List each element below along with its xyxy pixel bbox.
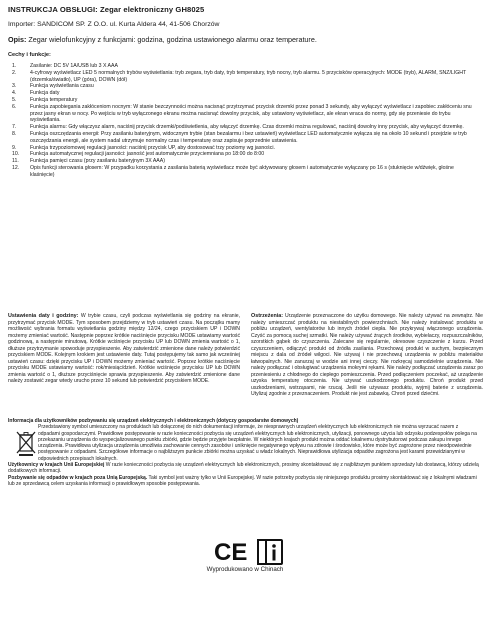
description-text: Zegar wielofunkcyjny z funkcjami: godzina, godzina ustawionego alarmu oraz temperature.: [28, 35, 317, 44]
made-in-text: Wyprodukowano w Chinach: [206, 566, 284, 573]
weee-other-text: Taki symbol jest ważny tylko w Unii Europejskej. W razie potrzeby pozbycia się niniejszego produktu prosimy skontaktować się z lokalnymi władzami lub ze sprzedawcą celem uzyskania informacji o prawidłowym sposobie postępowania.: [8, 474, 477, 487]
feature-number: 4.: [12, 90, 17, 97]
feature-text: Funkcja zapobiegania zakłóceniom nocnym: W stanie bezczynności można nacisnąć przytrzymać przycisk drzemki przez ponad 3 sekundy, aby wyłączyć wyświetlacz i zapobiec zakłóceniu snu przez jasny ekran w nocy. Po wejściu w tryb wyłączonego ekranu można nacisnąć dowolny przycisk, aby ustawiony wyświetlacz, ale ekran wraca do normy, gdy się przeniesie do trybu wyświetlania.: [30, 103, 472, 124]
feature-text: Funkcja wyświetlania czasu: [30, 83, 94, 90]
feature-item: [8, 124, 478, 131]
feature-number: 9.: [12, 144, 17, 151]
feature-text: Opis funkcji sterowania głosem: W przypadku korzystania z zasilania baterią wyświetlacz może być aktywowany głosem i automatycznie wyłączany po 16 s (stuknięcie w/dźwięk, głośne klaśnięcie): [30, 164, 454, 178]
weee-other-heading: Pozbywanie się odpadów w krajach poza Unią Europejską.: [8, 474, 148, 481]
manual-info-icon: [258, 540, 282, 564]
features-list: [8, 63, 478, 179]
feature-item: [8, 70, 478, 84]
feature-text: Funkcja automatycznej regulacji jasności: jasność jest automatycznie przyciemniana po 18:00 do 8:00: [30, 151, 265, 158]
feature-item: [8, 145, 478, 152]
feature-text: Funkcja oszczędzania energii: Przy zasilaniu bateryjnym, widocznym trybie (stan bezalarmu i bez ustawień) wyświetlacz LED automatycznie wyłącza się na około 10 sekund i przejdzie w tryb oszczędzania energii, ale system nadal utrzymuje normalny czas i temperaturę oraz zapisuje poprzednie ustawienia.: [30, 130, 467, 144]
crossed-bin-icon: [16, 430, 36, 456]
certification-marks: [212, 538, 288, 566]
feature-number: 2.: [12, 69, 17, 76]
weee-line: Przedstawiony symbol umieszczony na produktach lub dołączonej do nich dokumentacji informuje, że niesprawnych urządzeń elektrycznych lub elektronicznych nie można wyrzucać razem z odpadami gospodarczymi. Prawidłowe postępowanie w razie konieczności pozbycia się urządzeń elektrycznych lub elektronicznych, utylizacji, ponownego użycia lub odzysku podzespołów polega na przekazaniu urządzenia do wyspecjalizowanego punktu zbiórki, gdzie będzie przyjęte bezpłatnie. W niektórych krajach produkt można oddać lokalnemu dystrybutorowi podczas zakupu innego urządzenia. Prawidłowa utylizacja urządzenia umożliwia zachowanie cennych zasobów i uniknięcie negatywnego wpływu na zdrowie i środowisko, które może być zagrożone przez nieodpowiednie postępowanie z odpadami. Szczegółowe informacje o najbliższym punkcie zbiórki można uzyskać u władz lokalnych. Nieprawidłowa utylizacja odpadów zagrożona jest karami przewidzianymi w odpowiednich przepisach lokalnych.: [38, 424, 477, 462]
feature-text: Zasilanie: DC 5V 1A/USB lub 3 X AAA: [30, 63, 118, 69]
weee-eu-heading: Użytkownicy w krajach Unii Europejskiej: [8, 462, 105, 469]
weee-other: [8, 475, 480, 488]
feature-number: 8.: [12, 130, 17, 137]
feature-text: Funkcja trzypoziomowej regulacji jasności: naciśnij przycisk UP, aby dostosować trzy poziomy wg jasności.: [30, 144, 275, 151]
feature-item: [8, 151, 478, 158]
feature-text: Funkcja pamięci czasu (przy zasilaniu bateryjnym 3X AAA): [30, 158, 165, 165]
weee-eu-text: W razie konieczności pozbycia się urządzeń elektrycznych lub elektronicznych, prosimy skontaktować się z najbliższym punktem sprzedaży lub dostawcą, którzy udzielą dodatkowych informacji.: [8, 462, 479, 475]
features-heading: Cechy i funkcje:: [8, 52, 51, 58]
ce-mark-icon: CE: [214, 539, 248, 566]
importer-line: Importer: SANDICOM SP. Z O.O. ul. Kurta Aldera 44, 41-506 Chorzów: [8, 21, 220, 28]
weee-section: [8, 418, 480, 487]
feature-text: Funkcja temperatury: [30, 96, 78, 103]
warnings-heading: Ostrzeżenia:: [251, 313, 284, 319]
feature-number: 7.: [12, 124, 17, 131]
feature-item: [8, 165, 478, 179]
weee-intro: [8, 418, 480, 462]
warnings-section: [251, 313, 483, 398]
feature-number: 1.: [12, 63, 17, 69]
feature-item: [8, 83, 478, 90]
feature-item: [8, 90, 478, 97]
feature-number: 3.: [12, 83, 17, 90]
document-title: INSTRUKCJA OBSŁUGI: Zegar elektroniczny GH8025: [8, 5, 205, 14]
weee-heading: Informacja dla użytkowników pozbywaniu się urządzeń elektrycznych i elektronicznych (dotyczy gospodarstw domowych): [8, 418, 299, 424]
feature-number: 10.: [12, 151, 20, 158]
feature-text: Funkcja daty: [30, 90, 60, 97]
weee-eu: [8, 462, 480, 475]
description-label: Opis:: [8, 35, 27, 44]
feature-item: [8, 104, 478, 124]
feature-item: [8, 158, 478, 165]
feature-item: [8, 131, 478, 145]
feature-item: [8, 63, 478, 70]
datetime-settings-section: [8, 313, 240, 385]
feature-text: Funkcja alarmu: Gdy włączysz alarm, naciśnij przycisk drzemki/podświetlenia, aby włączyć drzemkę. Czas drzemki można regulować, naciśnij dowolny inny przycisk, aby wyłączyć drzemkę.: [30, 124, 464, 131]
feature-number: 6.: [12, 103, 17, 110]
datetime-settings-text: W trybie czasu, czyli podczas wyświetlania się godziny na ekranie, przytrzymać przycisk MODE. Tym sposobem przejdziemy w tryb ustawień czasu. Na początku mamy możliwość wybrania formatu wyświetlania godziny między 12/24, czego przyciskiem UP i DOWN możemy zmieniać wartość. Następnie poprzez krótkie naciśnięcie przycisku MODE ustawiamy wartość godzinową, a następnie minutową. Krótkie wciśnięcie przycisku UP lub DOWN zmienia wartość o 1, dłuższe przytrzymanie spowoduje przyspieszenie. Aby zatwierdzić zmienione dane należy potwierdzić przyciskiem MODE. Kolejnym krokiem jest ustawienie daty. Tutaj postępujemy tak samo jak wcześniej ustawień czasu: dzięki przycisku UP i DOWN możemy zmieniać wartość. Poprzez krótkie naciśnięcie przycisku MODE ustawiamy wartość: rok/miesiąc/dzień. Krótkie wciśnięcie przycisku UP lub DOWN zmienia wartość o 1, dłuższe przyciśnięcie sprawia przyspieszenie. Aby zatwierdzić zmienione dane należy zostawić zegar wtedy urucho przez 10 sekund lub potwierdzić przyciskiem MODE.: [8, 313, 240, 384]
feature-number: 5.: [12, 96, 17, 103]
warnings-text: Urządzenie przeznaczone do użytku domowego. Nie należy używać na zewnątrz. Nie należy umieszczać produktu na niestabilnych powierzchniach. Nie należy instalować produktu w pobliżu urządzeń, wentylatorów lub innych źródeł ciepła. Nie przykrywaj włączonego urządzenia. Czyść za pomocą suchej szmatki. Nie należy używać żrących środków, wybielaczy, rozpuszczalników, szorstkich gąbek do czyszczenia. Zalecane się regularnie, okresowe czyszczenie z kurzu. Przed czyszczeniem, odłączyć produkt od źródła zasilania. Przechowuj produkt w suchym, bezpiecznym miejscu z dala od źródeł wilgoci. Nie używaj i nie przechowuj urządzenia w pobliżu materiałów łatwopalnych. Nie zanurzaj w wodzie ani innej cieczy. Nie rozkręcaj samodzielnie urządzenia. Nie należy podłączać i obsługiwać urządzenia mokrymi rękami. Nie należy podłączać urządzenia zaraz po przeniesieniu z chłodnego do ciepłego pomieszczenia. Przed podłączeniem poczekać, aż urządzenie uzyska temperaturę otoczenia. Nie używać uszkodzonego produktu. Chroń produkt przed uszkodzeniami, wstrząsami, nie rzucaj. Jeśli nie używasz produktu, wyjmij baterie z urządzenia. Utylizuj zgodnie z przeznaczeniem. Produkt nie jest zabawką. Chroń przed dziećmi.: [251, 313, 483, 397]
feature-number: 12.: [12, 164, 20, 171]
feature-text: 4-cyfrowy wyświetlacz LED 5 normalnych trybów wyświetlania: tryb zegara, tryb daty, tryb temperatury, tryb nocny, tryb alarmu. 5 przycisków operacyjnych: MODE (tryb), ALARM, SNZ/LIGHT (drzemka/światło), UP (góra), DOWN (dół): [30, 69, 467, 83]
description-line: [8, 35, 317, 44]
datetime-settings-heading: Ustawienia daty i godziny:: [8, 313, 79, 319]
feature-number: 11.: [12, 158, 19, 165]
feature-item: [8, 97, 478, 104]
